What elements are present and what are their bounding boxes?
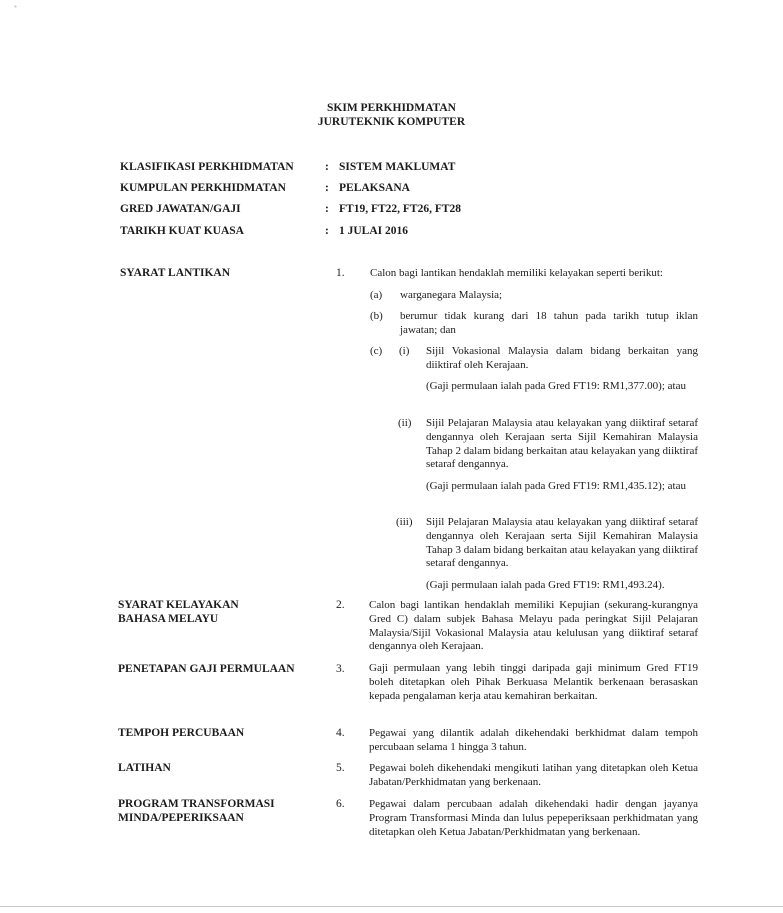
item-iii-gaji: (Gaji permulaan ialah pada Gred FT19: RM1,493.24).	[426, 579, 665, 591]
item-a-text: warganegara Malaysia;	[400, 289, 503, 301]
colon: :	[325, 203, 329, 215]
gaji-permulaan-label: PENETAPAN GAJI PERMULAAN	[118, 663, 295, 675]
transformasi-text: Pegawai dalam percubaan adalah dikehendaki hadir dengan jayanya Program Transformasi Minda dan lulus pepeperiksaan perkhidmatan yang ditetapkan oleh Ketua Jabatan/Perkhidmatan yang berkenaan.	[369, 798, 698, 838]
item-i-label: (i)	[399, 345, 410, 357]
item-b-label: (b)	[370, 310, 383, 322]
tarikh-label: TARIKH KUAT KUASA	[120, 225, 244, 237]
section-number: 4.	[336, 727, 345, 739]
gred-value: FT19, FT22, FT26, FT28	[339, 203, 462, 215]
kumpulan-label: KUMPULAN PERKHIDMATAN	[120, 182, 286, 194]
colon: :	[325, 161, 329, 173]
syarat-lantikan-label: SYARAT LANTIKAN	[120, 267, 231, 279]
item-c-label: (c)	[370, 345, 383, 357]
klasifikasi-label: KLASIFIKASI PERKHIDMATAN	[120, 161, 294, 173]
item-ii-text: Sijil Pelajaran Malaysia atau kelayakan yang diiktiraf setaraf dengannya oleh Kerajaan serta Sijil Kemahiran Malaysia Tahap 2 dalam bidang berkaitan atau kelayakan yang diiktiraf setaraf dengannya.	[426, 417, 698, 471]
item-iii-text: Sijil Pelajaran Malaysia atau kelayakan yang diiktiraf setaraf dengannya oleh Kerajaan serta Sijil Kemahiran Malaysia Tahap 3 dalam bidang berkaitan atau kelayakan yang diiktiraf setaraf dengannya.	[426, 516, 698, 570]
document-title-line2: JURUTEKNIK KOMPUTER	[317, 116, 466, 128]
klasifikasi-value: SISTEM MAKLUMAT	[339, 161, 456, 173]
colon: :	[325, 225, 329, 237]
item-ii-gaji: (Gaji permulaan ialah pada Gred FT19: RM1,435.12); atau	[426, 480, 686, 492]
tarikh-value: 1 JULAI 2016	[339, 225, 409, 237]
latihan-text: Pegawai boleh dikehendaki mengikuti latihan yang ditetapkan oleh Ketua Jabatan/Perkhidmatan yang berkenaan.	[369, 762, 698, 788]
gred-label: GRED JAWATAN/GAJI	[120, 203, 241, 215]
section-number: 6.	[336, 798, 345, 810]
percubaan-label: TEMPOH PERCUBAAN	[118, 727, 245, 739]
section-number: 5.	[336, 762, 345, 774]
latihan-label: LATIHAN	[118, 762, 171, 774]
gaji-permulaan-text: Gaji permulaan yang lebih tinggi daripada gaji minimum Gred FT19 boleh ditetapkan oleh Pihak Berkuasa Melantik berkenaan berasaskan kepada pengalaman kerja atau kemahiran berkaitan.	[369, 662, 698, 702]
transformasi-label-line1: PROGRAM TRANSFORMASI	[118, 798, 275, 810]
transformasi-label-line2: MINDA/PEPERIKSAAN	[118, 812, 244, 824]
percubaan-text: Pegawai yang dilantik adalah dikehendaki berkhidmat dalam tempoh percubaan selama 1 hingga 3 tahun.	[369, 727, 698, 753]
item-i-gaji: (Gaji permulaan ialah pada Gred FT19: RM1,377.00); atau	[426, 380, 686, 392]
bahasa-melayu-label-line1: SYARAT KELAYAKAN	[118, 599, 239, 611]
kumpulan-value: PELAKSANA	[339, 182, 410, 194]
item-i-text: Sijil Vokasional Malaysia dalam bidang berkaitan yang diiktiraf oleh Kerajaan.	[426, 345, 698, 371]
colon: :	[325, 182, 329, 194]
document-title-line1: SKIM PERKHIDMATAN	[327, 102, 456, 114]
page-bottom-edge	[0, 906, 783, 907]
item-a-label: (a)	[370, 289, 383, 301]
syarat-lantikan-intro: Calon bagi lantikan hendaklah memiliki kelayakan seperti berikut:	[370, 267, 663, 279]
section-number: 3.	[336, 663, 345, 675]
item-ii-label: (ii)	[398, 417, 412, 429]
item-b-text: berumur tidak kurang dari 18 tahun pada tarikh tutup iklan jawatan; dan	[400, 310, 698, 336]
section-number: 2.	[336, 599, 345, 611]
bahasa-melayu-text: Calon bagi lantikan hendaklah memiliki Kepujian (sekurang-kurangnya Gred C) dalam subjek Bahasa Melayu pada peringkat Sijil Pelajaran Malaysia/Sijil Vokasional Malaysia atau kelulusan yang diiktiraf setaraf dengannya oleh Kerajaan.	[369, 599, 698, 653]
section-number: 1.	[336, 267, 345, 279]
bahasa-melayu-label-line2: BAHASA MELAYU	[118, 613, 219, 625]
scan-speck	[14, 5, 17, 8]
item-iii-label: (iii)	[396, 516, 413, 528]
